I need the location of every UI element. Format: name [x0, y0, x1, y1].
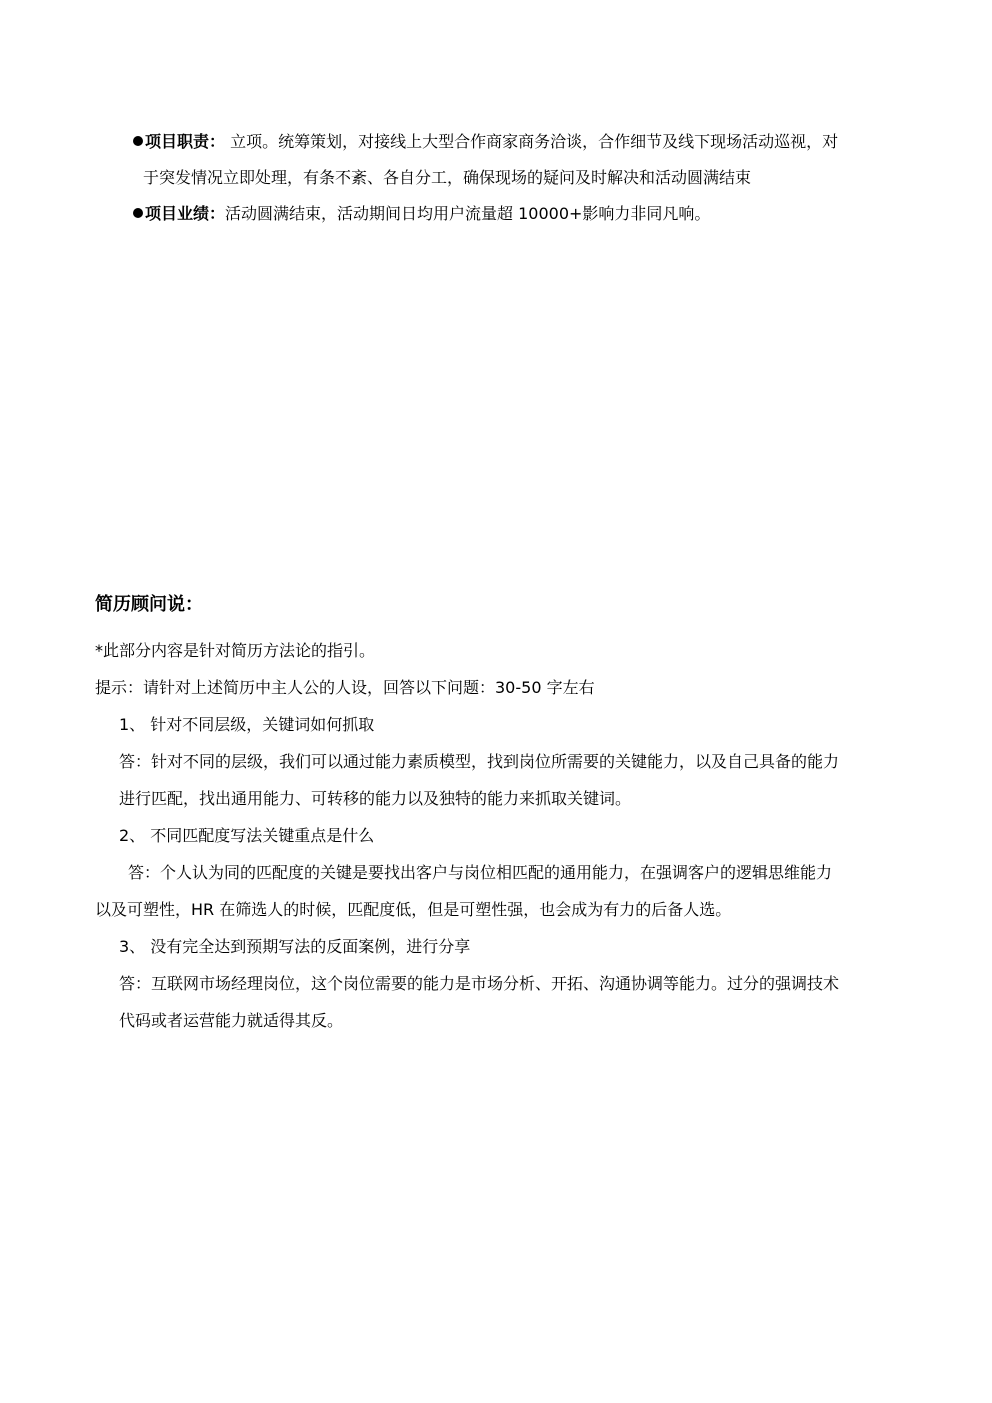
advisor-prompt: 提示：请针对上述简历中主人公的人设，回答以下问题：30-50 字左右 — [95, 678, 595, 697]
question-3: 3、 没有完全达到预期写法的反面案例，进行分享 — [119, 937, 471, 956]
question-1: 1、 针对不同层级，关键词如何抓取 — [119, 715, 375, 734]
answer-1-line1: 答：针对不同的层级，我们可以通过能力素质模型，找到岗位所需要的关键能力，以及自己具备的能力 — [119, 752, 840, 771]
achievement-text: 活动圆满结束，活动期间日均用户流量超 10000+影响力非同凡响。 — [225, 204, 711, 223]
answer-1-line2: 进行匹配，找出通用能力、可转移的能力以及独特的能力来抓取关键词。 — [119, 789, 632, 808]
advisor-heading: 简历顾问说： — [95, 594, 203, 615]
question-2: 2、 不同匹配度写法关键重点是什么 — [119, 826, 375, 845]
duty-text-line1: 立项。统筹策划，对接线上大型合作商家商务洽谈，合作细节及线下现场活动巡视，对 — [230, 132, 839, 151]
project-achievement-item — [133, 196, 913, 232]
duty-label: 项目职责： — [145, 132, 226, 151]
project-duty-item — [133, 124, 913, 196]
duty-text-line2: 于突发情况立即处理，有条不紊、各自分工，确保现场的疑问及时解决和活动圆满结束 — [143, 168, 752, 187]
bullet-icon — [133, 136, 143, 146]
answer-2-line1: 答：个人认为同的匹配度的关键是要找出客户与岗位相匹配的通用能力，在强调客户的逻辑思维能力 — [128, 863, 833, 882]
advisor-note: *此部分内容是针对简历方法论的指引。 — [95, 641, 376, 660]
answer-3-line1: 答：互联网市场经理岗位，这个岗位需要的能力是市场分析、开拓、沟通协调等能力。过分的强调技术 — [119, 974, 840, 993]
answer-2-line2: 以及可塑性，HR 在筛选人的时候，匹配度低，但是可塑性强，也会成为有力的后备人选。 — [95, 900, 732, 919]
bullet-icon — [133, 208, 143, 218]
achievement-label: 项目业绩： — [145, 204, 226, 223]
answer-3-line2: 代码或者运营能力就适得其反。 — [119, 1011, 344, 1030]
